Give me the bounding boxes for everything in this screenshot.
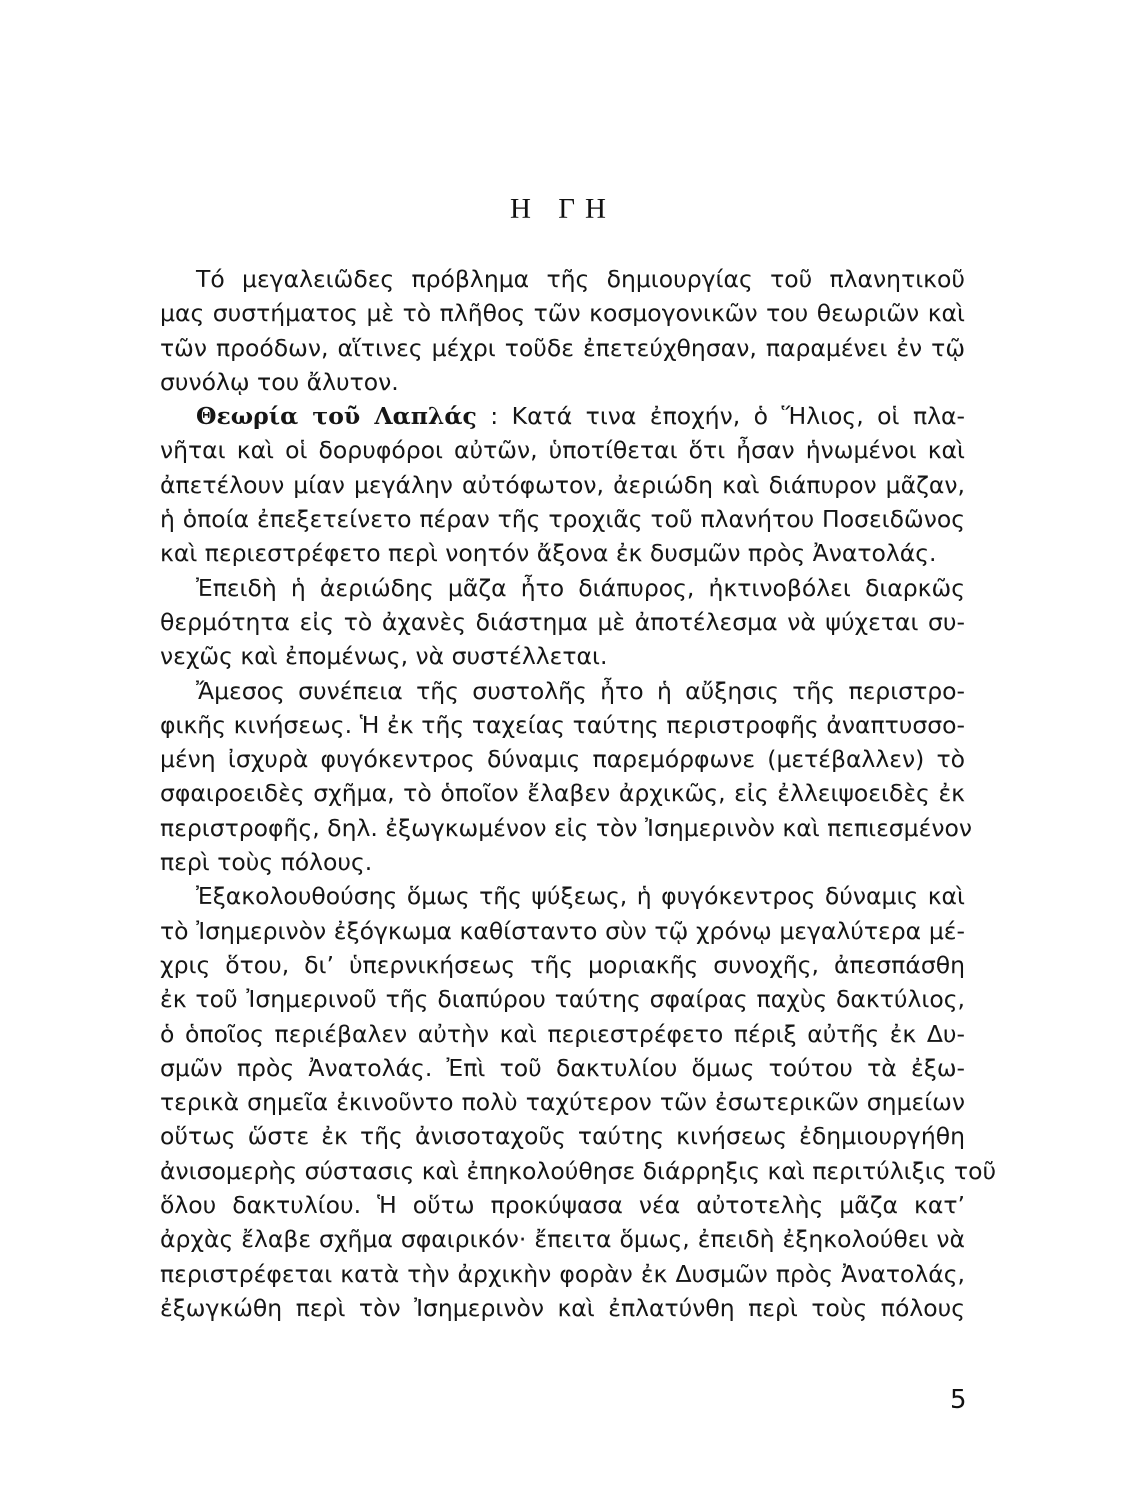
text-line: θερμότητα εἰς τὸ ἀχανὲς διάστημα μὲ ἀποτέλεσμα νὰ ψύχεται συ- (160, 607, 965, 636)
text-line: μένη ἰσχυρὰ φυγόκεντρος δύναμις παρεμόρφωνε (μετέβαλλεν) τὸ (160, 745, 965, 774)
text-line: Ἐξακολουθούσης ὅμως τῆς ψύξεως, ἡ φυγόκεντρος δύναμις καὶ (196, 882, 965, 911)
text-line: ἀπετέλουν μίαν μεγάλην αὐτόφωτον, ἀεριώδη καὶ διάπυρον μᾶζαν, (160, 470, 965, 499)
section-heading-laplace: Θεωρία τοῦ Λαπλάς (196, 402, 477, 431)
text-line: μας συστήματος μὲ τὸ πλῆθος τῶν κοσμογονικῶν του θεωριῶν καὶ (160, 299, 965, 328)
text-line: τῶν προόδων, αἵτινες μέχρι τοῦδε ἐπετεύχθησαν, παραμένει ἐν τῷ (160, 333, 965, 362)
text-line: νεχῶς καὶ ἐπομένως, νὰ συστέλλεται. (160, 642, 608, 671)
text-line: περιστροφῆς, δηλ. ἐξωγκωμένον εἰς τὸν Ἰσημερινὸν καὶ πεπιεσμένον (160, 813, 972, 842)
chapter-title: Η ΓΗ (510, 193, 616, 225)
text-line: χρις ὅτου, δι’ ὑπερνικήσεως τῆς μοριακῆς συνοχῆς, ἀπεσπάσθη (160, 950, 965, 979)
text-line: ὁ ὁποῖος περιέβαλεν αὐτὴν καὶ περιεστρέφετο πέριξ αὐτῆς ἐκ Δυ- (160, 1019, 965, 1048)
text-line: ἡ ὁποία ἐπεξετείνετο πέραν τῆς τροχιᾶς τοῦ πλανήτου Ποσειδῶνος (160, 505, 965, 534)
page-number: 5 (950, 1385, 967, 1415)
text-line: περὶ τοὺς πόλους. (160, 848, 373, 877)
text-line: καὶ περιεστρέφετο περὶ νοητόν ἄξονα ἐκ δυσμῶν πρὸς Ἀνατολάς. (160, 539, 937, 568)
text-line: ἐκ τοῦ Ἰσημερινοῦ τῆς διαπύρου ταύτης σφαίρας παχὺς δακτύλιος, (160, 985, 965, 1014)
text-line: Ἐπειδὴ ἡ ἀεριώδης μᾶζα ἦτο διάπυρος, ἠκτινοβόλει διαρκῶς (196, 573, 965, 602)
text-line: τὸ Ἰσημερινὸν ἐξόγκωμα καθίσταντο σὺν τῷ χρόνῳ μεγαλύτερα μέ- (160, 916, 965, 945)
text-line: οὕτως ὥστε ἐκ τῆς ἀνισοταχοῦς ταύτης κινήσεως ἐδημιουργήθη (160, 1122, 965, 1151)
text-line (160, 399, 965, 433)
text-line: συνόλῳ του ἄλυτον. (160, 367, 399, 396)
text-span: : Κατά τινα ἐποχήν, ὁ Ἥλιος, οἱ πλα- (476, 402, 965, 431)
text-line: φικῆς κινήσεως. Ἡ ἐκ τῆς ταχείας ταύτης περιστροφῆς ἀναπτυσσο- (160, 710, 965, 739)
text-line: Τό μεγαλειῶδες πρόβλημα τῆς δημιουργίας τοῦ πλανητικοῦ (196, 265, 965, 293)
text-line: σφαιροειδὲς σχῆμα, τὸ ὁποῖον ἔλαβεν ἀρχικῶς, εἰς ἐλλειψοειδὲς ἐκ (160, 779, 965, 808)
text-line: ἀνισομερὴς σύστασις καὶ ἐπηκολούθησε διάρρηξις καὶ περιτύλιξις τοῦ (160, 1156, 997, 1185)
body-text (160, 262, 997, 1325)
text-line: ἐξωγκώθη περὶ τὸν Ἰσημερινὸν καὶ ἐπλατύνθη περὶ τοὺς πόλους (160, 1293, 965, 1322)
text-line: ὅλου δακτυλίου. Ἡ οὕτω προκύψασα νέα αὐτοτελὴς μᾶζα κατ’ (160, 1191, 965, 1220)
text-line: Ἄμεσος συνέπεια τῆς συστολῆς ἦτο ἡ αὔξησις τῆς περιστρο- (196, 676, 965, 705)
text-line: νῆται καὶ οἱ δορυφόροι αὐτῶν, ὑποτίθεται ὅτι ἦσαν ἡνωμένοι καὶ (160, 436, 965, 465)
text-line: περιστρέφεται κατὰ τὴν ἀρχικὴν φορὰν ἐκ Δυσμῶν πρὸς Ἀνατολάς, (160, 1259, 965, 1288)
text-line: ἀρχὰς ἔλαβε σχῆμα σφαιρικόν· ἔπειτα ὅμως, ἐπειδὴ ἐξηκολούθει νὰ (160, 1225, 965, 1254)
text-line: σμῶν πρὸς Ἀνατολάς. Ἐπὶ τοῦ δακτυλίου ὅμως τούτου τὰ ἐξω- (160, 1053, 965, 1082)
text-line: τερικὰ σημεῖα ἐκινοῦντο πολὺ ταχύτερον τῶν ἐσωτερικῶν σημείων (160, 1088, 965, 1117)
